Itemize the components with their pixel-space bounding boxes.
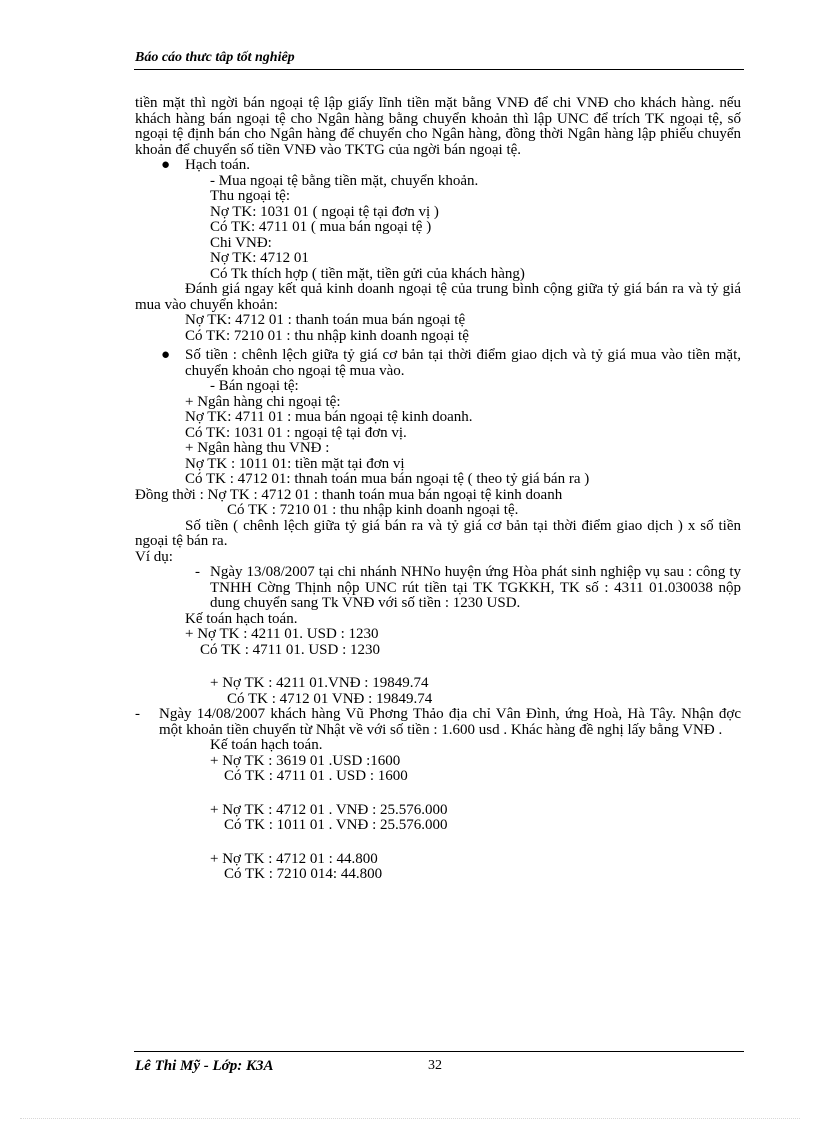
text-line: + Ngân hàng thu VNĐ : [185,440,330,456]
text-line: Nợ TK: 4711 01 : mua bán ngoại tệ kinh doanh. [185,409,473,425]
text-line: Chi VNĐ: [210,234,272,251]
footer-rule [134,1051,744,1052]
text-line: - Mua ngoại tệ bằng tiền mặt, chuyển khoản. [210,172,479,189]
text-line: Có TK : 4712 01: thnah toán mua bán ngoại tệ ( theo tỷ giá bán ra ) [185,471,590,487]
spacer [135,658,741,676]
text-line: Nợ TK: 4712 01 [210,250,309,266]
dash-icon: - [195,564,200,580]
text-line: + Nợ TK : 4211 01. USD : 1230 [185,626,379,642]
text-line: Kế toán hạch toán. [210,737,323,753]
text-line: Có TK : 1011 01 . VNĐ : 25.576.000 [224,817,448,833]
bullet-text: Hạch toán. [185,157,250,173]
intro-paragraph: tiền mặt thì ngời bán ngoại tệ lập giấy lĩnh tiền mặt bằng VNĐ để chi VNĐ cho khách hàng. nếu khách hàng bán ngoại tệ cho Ngân hàng bằng chuyển khoản thì lập UNC để trích TK ngoại tệ, số ngoại tệ định bán cho Ngân hàng để chuyển cho Ngân hàng, đồng thời Ngân hàng lập phiếu chuyển khoản để chuyển số tiền VNĐ vào TKTG của ngời bán ngoại tệ. [135,95,741,158]
bullet-icon: ● [161,347,171,363]
text-line: + Nợ TK : 4712 01 . VNĐ : 25.576.000 [210,801,448,818]
text-line: Đồng thời : Nợ TK : 4712 01 : thanh toán mua bán ngoại tệ kinh doanh [135,486,563,503]
text-line: + Nợ TK : 4712 01 : 44.800 [210,850,378,867]
spacer [135,785,741,803]
bullet-text: Số tiền : chênh lệch giữa tỷ giá cơ bản tại thời điểm giao dịch và tỷ giá mua vào tiền mặt, chuyển khoản cho ngoại tệ mua vào. [185,347,741,379]
text-line: + Ngân hàng chi ngoại tệ: [185,393,341,410]
text-line: Có TK: 7210 01 : thu nhập kinh doanh ngoại tệ [185,327,469,344]
text-line: Có TK : 4712 01 VNĐ : 19849.74 [227,690,433,707]
text-line: Nợ TK: 4712 01 : thanh toán mua bán ngoại tệ [185,312,466,328]
dash-icon: - [135,706,140,722]
text-line: + Nợ TK : 4211 01.VNĐ : 19849.74 [210,675,429,691]
text-line: Có TK: 4711 01 ( mua bán ngoại tệ ) [210,219,432,235]
page-edge-divider [20,1118,800,1119]
bullet-icon: ● [161,157,171,173]
text-line: + Nợ TK : 3619 01 .USD :1600 [210,752,401,769]
text-paragraph: Đánh giá ngay kết quả kinh doanh ngoại tệ của trung bình cộng giữa tỷ giá bán ra và tỷ giá mua vào chuyển khoản: [135,281,741,313]
text-line: - Bán ngoại tệ: [210,378,299,394]
footer-author: Lê Thi Mỹ - Lớp: K3A [135,1058,274,1074]
text-line: Có TK : 4711 01 . USD : 1600 [224,768,408,784]
header-rule [134,69,744,70]
example-item [135,565,741,612]
header-title: Báo cáo thưc tâp tốt nghiêp [135,50,295,65]
text-line: Có TK : 7210 01 : thu nhập kinh doanh ngoại tệ. [227,502,519,518]
document-body [135,96,741,883]
text-line: Có TK: 1031 01 : ngoại tệ tại đơn vị. [185,424,407,441]
bullet-item [135,158,741,174]
text-line: Ví dụ: [135,548,173,565]
text-line: Nợ TK : 1011 01: tiền mặt tại đơn vị [185,455,405,472]
example-text: Ngày 13/08/2007 tại chi nhánh NHNo huyện ứng Hòa phát sinh nghiệp vụ sau : công ty TNHH Cờng Thịnh nộp UNC rút tiền tại TK TGKKH, TK số : 4311 01.030038 nộp dung chuyển sang Tk VNĐ với số tiền : 1230 USD. [210,564,741,611]
example-text: Ngày 14/08/2007 khách hàng Vũ Phơng Thảo địa chỉ Vân Đình, ứng Hoà, Hà Tây. Nhận đợc một khoản tiền chuyển từ Nhật về với số tiền : 1.600 usd . Khác hàng đề nghị lấy bằng VNĐ . [159,706,741,738]
text-paragraph: Số tiền ( chênh lệch giữa tỷ giá bán ra và tỷ giá cơ bản tại thời điểm giao dịch ) x số tiền ngoại tệ bán ra. [135,517,741,549]
text-line: Có TK : 7210 014: 44.800 [224,866,383,882]
text-line: Thu ngoại tệ: [210,188,290,204]
bullet-item [135,348,741,379]
spacer [135,834,741,852]
example-item [135,707,741,738]
text-line: Nợ TK: 1031 01 ( ngoại tệ tại đơn vị ) [210,203,439,220]
text-line: Có Tk thích hợp ( tiền mặt, tiền gửi của khách hàng) [210,265,525,282]
page-number: 32 [428,1058,442,1073]
text-line: Kế toán hạch toán. [185,610,298,627]
text-line: Có TK : 4711 01. USD : 1230 [200,641,381,658]
